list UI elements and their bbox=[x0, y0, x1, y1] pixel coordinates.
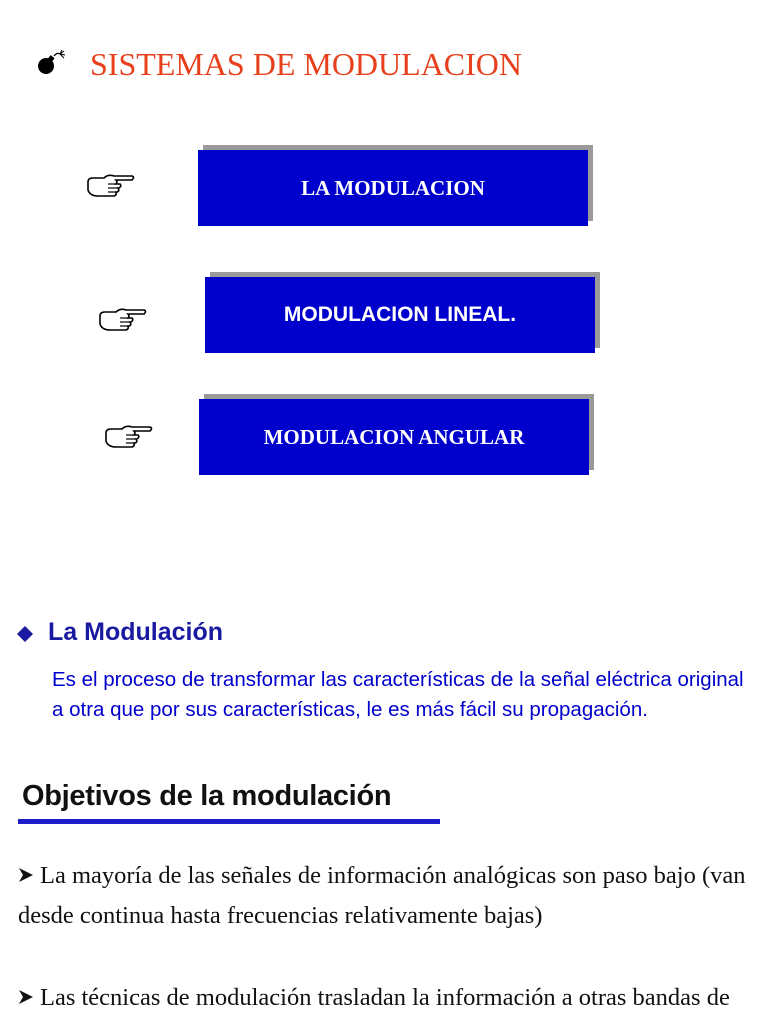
list-item bbox=[18, 856, 763, 936]
diamond-icon bbox=[16, 625, 34, 643]
arrowhead-icon bbox=[18, 867, 34, 883]
menu-item-modulacion-lineal[interactable] bbox=[205, 277, 595, 353]
list-item bbox=[18, 978, 763, 1018]
heading-underline bbox=[18, 819, 440, 824]
page-title: SISTEMAS DE MODULACION bbox=[90, 46, 523, 82]
section-heading: La Modulación bbox=[48, 618, 223, 646]
menu-item-la-modulacion[interactable] bbox=[198, 150, 588, 226]
list-item-text: Las técnicas de modulación trasladan la información a otras bandas de bbox=[40, 984, 730, 1011]
pointing-hand-icon bbox=[104, 423, 154, 453]
pointing-hand-icon bbox=[86, 172, 136, 202]
menu-item-label: LA MODULACION bbox=[301, 175, 485, 200]
menu-item-label: MODULACION LINEAL. bbox=[283, 303, 517, 326]
section-body: Es el proceso de transformar las características de la señal eléctrica original a otra que por sus características, le es más fácil su propagación. bbox=[52, 668, 744, 721]
list-item-text: La mayoría de las señales de información analógicas son paso bajo (van desde continua hasta frecuencias relativamente bajas) bbox=[18, 862, 746, 929]
arrowhead-icon bbox=[18, 989, 34, 1005]
pointing-hand-icon bbox=[98, 306, 148, 336]
objectives-heading: Objetivos de la modulación bbox=[22, 780, 392, 812]
bomb-icon bbox=[36, 50, 66, 76]
menu-item-label: MODULACION ANGULAR bbox=[263, 424, 525, 449]
menu-item-modulacion-angular[interactable] bbox=[199, 399, 589, 475]
